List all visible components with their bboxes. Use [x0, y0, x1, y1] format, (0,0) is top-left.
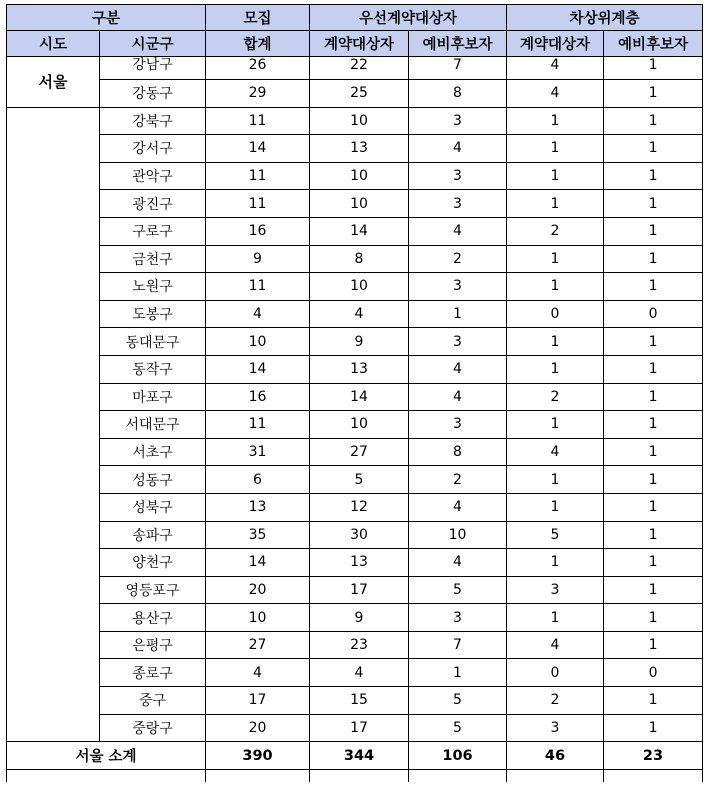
next-reserve-cell: 1 [604, 714, 703, 742]
priority-contract-cell: 10 [310, 190, 409, 218]
next-contract-cell: 3 [507, 576, 604, 604]
priority-reserve-cell: 5 [409, 714, 507, 742]
priority-reserve-cell: 2 [409, 466, 507, 494]
priority-contract-cell: 13 [310, 135, 409, 163]
table-row [7, 80, 703, 108]
district-cell: 강서구 [100, 135, 206, 163]
table-row [7, 217, 703, 245]
next-reserve-cell: 1 [604, 162, 703, 190]
cut-cell [409, 770, 507, 783]
priority-contract-cell: 13 [310, 549, 409, 577]
priority-contract-cell: 14 [310, 217, 409, 245]
priority-contract-cell: 17 [310, 714, 409, 742]
next-reserve-cell: 1 [604, 190, 703, 218]
district-cell: 송파구 [100, 521, 206, 549]
district-cell: 성동구 [100, 466, 206, 494]
district-cell: 서초구 [100, 438, 206, 466]
next-contract-cell: 1 [507, 355, 604, 383]
next-reserve-cell: 0 [604, 300, 703, 328]
subtotal-row [7, 742, 703, 770]
priority-reserve-cell: 7 [409, 57, 507, 80]
subtotal-total: 390 [206, 742, 310, 770]
priority-contract-cell: 12 [310, 493, 409, 521]
table-row [7, 438, 703, 466]
next-reserve-cell: 1 [604, 217, 703, 245]
header-next-contract: 계약대상자 [507, 31, 604, 57]
next-contract-cell: 1 [507, 190, 604, 218]
district-cell: 동대문구 [100, 328, 206, 356]
district-cell: 금천구 [100, 245, 206, 273]
total-cell: 14 [206, 549, 310, 577]
table-row [7, 604, 703, 632]
total-cell: 26 [206, 57, 310, 80]
priority-contract-cell: 9 [310, 328, 409, 356]
district-cell: 강동구 [100, 80, 206, 108]
priority-reserve-cell: 7 [409, 631, 507, 659]
table-row [7, 355, 703, 383]
next-contract-cell: 4 [507, 631, 604, 659]
next-reserve-cell: 1 [604, 438, 703, 466]
total-cell: 10 [206, 604, 310, 632]
table-body [7, 57, 703, 742]
next-reserve-cell: 1 [604, 245, 703, 273]
priority-reserve-cell: 8 [409, 438, 507, 466]
table-row [7, 466, 703, 494]
priority-reserve-cell: 3 [409, 107, 507, 135]
table-row [7, 245, 703, 273]
table-row [7, 190, 703, 218]
header-sigungu: 시군구 [100, 31, 206, 57]
priority-reserve-cell: 3 [409, 604, 507, 632]
next-contract-cell: 1 [507, 107, 604, 135]
priority-reserve-cell: 4 [409, 549, 507, 577]
next-contract-cell: 1 [507, 549, 604, 577]
priority-reserve-cell: 4 [409, 355, 507, 383]
priority-reserve-cell: 3 [409, 273, 507, 301]
subtotal-next-contract: 46 [507, 742, 604, 770]
total-cell: 6 [206, 466, 310, 494]
subtotal-next-reserve: 23 [604, 742, 703, 770]
priority-reserve-cell: 10 [409, 521, 507, 549]
header-sub-row [7, 31, 703, 57]
total-cell: 27 [206, 631, 310, 659]
priority-contract-cell: 10 [310, 273, 409, 301]
priority-contract-cell: 30 [310, 521, 409, 549]
priority-reserve-cell: 3 [409, 190, 507, 218]
district-cell: 종로구 [100, 659, 206, 687]
total-cell: 17 [206, 687, 310, 715]
next-reserve-cell: 1 [604, 355, 703, 383]
table-row [7, 162, 703, 190]
priority-reserve-cell: 4 [409, 135, 507, 163]
priority-reserve-cell: 4 [409, 217, 507, 245]
recruitment-table [6, 4, 703, 782]
district-cell: 강남구 [100, 57, 206, 80]
priority-reserve-cell: 3 [409, 162, 507, 190]
next-reserve-cell: 1 [604, 135, 703, 163]
header-next-tier: 차상위계층 [507, 5, 703, 31]
priority-reserve-cell: 5 [409, 687, 507, 715]
cut-cell [206, 770, 310, 783]
priority-reserve-cell: 3 [409, 411, 507, 439]
header-sido: 시도 [7, 31, 100, 57]
next-contract-cell: 1 [507, 273, 604, 301]
priority-contract-cell: 14 [310, 383, 409, 411]
table-row [7, 300, 703, 328]
next-contract-cell: 1 [507, 162, 604, 190]
next-reserve-cell: 1 [604, 328, 703, 356]
next-reserve-cell: 1 [604, 549, 703, 577]
total-cell: 20 [206, 714, 310, 742]
total-cell: 14 [206, 355, 310, 383]
next-reserve-cell: 1 [604, 57, 703, 80]
header-priority: 우선계약대상자 [310, 5, 507, 31]
table-row [7, 493, 703, 521]
table-row [7, 411, 703, 439]
table-row [7, 549, 703, 577]
table-row [7, 383, 703, 411]
header-recruit: 모집 [206, 5, 310, 31]
subtotal-label: 서울 소계 [7, 742, 206, 770]
header-priority-contract: 계약대상자 [310, 31, 409, 57]
district-cell: 마포구 [100, 383, 206, 411]
district-cell: 강북구 [100, 107, 206, 135]
header-total: 합계 [206, 31, 310, 57]
next-contract-cell: 1 [507, 245, 604, 273]
next-reserve-cell: 1 [604, 604, 703, 632]
priority-reserve-cell: 3 [409, 328, 507, 356]
total-cell: 11 [206, 273, 310, 301]
header-priority-reserve: 예비후보자 [409, 31, 507, 57]
cut-cell [7, 770, 206, 783]
next-reserve-cell: 0 [604, 659, 703, 687]
total-cell: 35 [206, 521, 310, 549]
priority-reserve-cell: 4 [409, 383, 507, 411]
priority-contract-cell: 13 [310, 355, 409, 383]
next-reserve-cell: 1 [604, 383, 703, 411]
header-category: 구분 [7, 5, 206, 31]
next-reserve-cell: 1 [604, 576, 703, 604]
district-cell: 도봉구 [100, 300, 206, 328]
total-cell: 16 [206, 383, 310, 411]
next-contract-cell: 0 [507, 659, 604, 687]
header-group-row [7, 5, 703, 31]
priority-contract-cell: 5 [310, 466, 409, 494]
total-cell: 11 [206, 107, 310, 135]
total-cell: 13 [206, 493, 310, 521]
total-cell: 10 [206, 328, 310, 356]
priority-reserve-cell: 5 [409, 576, 507, 604]
priority-contract-cell: 15 [310, 687, 409, 715]
total-cell: 11 [206, 411, 310, 439]
cut-cell [604, 770, 703, 783]
next-section-row-cutoff [7, 770, 703, 783]
priority-contract-cell: 10 [310, 162, 409, 190]
total-cell: 11 [206, 190, 310, 218]
district-cell: 서대문구 [100, 411, 206, 439]
district-cell: 영등포구 [100, 576, 206, 604]
table-row [7, 714, 703, 742]
priority-contract-cell: 10 [310, 107, 409, 135]
priority-reserve-cell: 1 [409, 659, 507, 687]
priority-reserve-cell: 4 [409, 493, 507, 521]
priority-contract-cell: 27 [310, 438, 409, 466]
next-contract-cell: 1 [507, 135, 604, 163]
district-cell: 중구 [100, 687, 206, 715]
priority-contract-cell: 10 [310, 411, 409, 439]
total-cell: 14 [206, 135, 310, 163]
total-cell: 31 [206, 438, 310, 466]
district-cell: 관악구 [100, 162, 206, 190]
next-reserve-cell: 1 [604, 631, 703, 659]
total-cell: 16 [206, 217, 310, 245]
table-row [7, 328, 703, 356]
priority-contract-cell: 23 [310, 631, 409, 659]
next-contract-cell: 0 [507, 300, 604, 328]
total-cell: 29 [206, 80, 310, 108]
priority-contract-cell: 4 [310, 300, 409, 328]
priority-contract-cell: 17 [310, 576, 409, 604]
total-cell: 11 [206, 162, 310, 190]
table-row [7, 576, 703, 604]
priority-contract-cell: 25 [310, 80, 409, 108]
table-row [7, 659, 703, 687]
total-cell: 4 [206, 300, 310, 328]
next-contract-cell: 1 [507, 328, 604, 356]
next-contract-cell: 1 [507, 604, 604, 632]
next-contract-cell: 1 [507, 466, 604, 494]
subtotal-priority-reserve: 106 [409, 742, 507, 770]
next-reserve-cell: 1 [604, 107, 703, 135]
priority-contract-cell: 9 [310, 604, 409, 632]
next-reserve-cell: 1 [604, 273, 703, 301]
header-next-reserve: 예비후보자 [604, 31, 703, 57]
table-row [7, 57, 703, 80]
next-contract-cell: 2 [507, 687, 604, 715]
priority-reserve-cell: 1 [409, 300, 507, 328]
table-row [7, 107, 703, 135]
total-cell: 9 [206, 245, 310, 273]
next-reserve-cell: 1 [604, 466, 703, 494]
next-reserve-cell: 1 [604, 80, 703, 108]
next-contract-cell: 4 [507, 57, 604, 80]
cut-cell [507, 770, 604, 783]
next-contract-cell: 2 [507, 217, 604, 245]
priority-reserve-cell: 8 [409, 80, 507, 108]
table-row [7, 631, 703, 659]
priority-contract-cell: 4 [310, 659, 409, 687]
next-reserve-cell: 1 [604, 521, 703, 549]
district-cell: 성북구 [100, 493, 206, 521]
total-cell: 4 [206, 659, 310, 687]
district-cell: 양천구 [100, 549, 206, 577]
next-reserve-cell: 1 [604, 687, 703, 715]
district-cell: 은평구 [100, 631, 206, 659]
next-contract-cell: 2 [507, 383, 604, 411]
sido-cell-empty [7, 107, 100, 742]
next-contract-cell: 4 [507, 438, 604, 466]
next-reserve-cell: 1 [604, 411, 703, 439]
subtotal-priority-contract: 344 [310, 742, 409, 770]
table-row [7, 521, 703, 549]
district-cell: 중랑구 [100, 714, 206, 742]
sido-cell: 서울 [7, 57, 100, 108]
priority-reserve-cell: 2 [409, 245, 507, 273]
priority-contract-cell: 22 [310, 57, 409, 80]
priority-contract-cell: 8 [310, 245, 409, 273]
district-cell: 구로구 [100, 217, 206, 245]
next-contract-cell: 1 [507, 411, 604, 439]
district-cell: 광진구 [100, 190, 206, 218]
district-cell: 노원구 [100, 273, 206, 301]
table-row [7, 273, 703, 301]
cut-cell [310, 770, 409, 783]
district-cell: 동작구 [100, 355, 206, 383]
district-cell: 용산구 [100, 604, 206, 632]
next-reserve-cell: 1 [604, 493, 703, 521]
next-contract-cell: 4 [507, 80, 604, 108]
table-row [7, 135, 703, 163]
next-contract-cell: 3 [507, 714, 604, 742]
total-cell: 20 [206, 576, 310, 604]
next-contract-cell: 5 [507, 521, 604, 549]
next-contract-cell: 1 [507, 493, 604, 521]
table-row [7, 687, 703, 715]
